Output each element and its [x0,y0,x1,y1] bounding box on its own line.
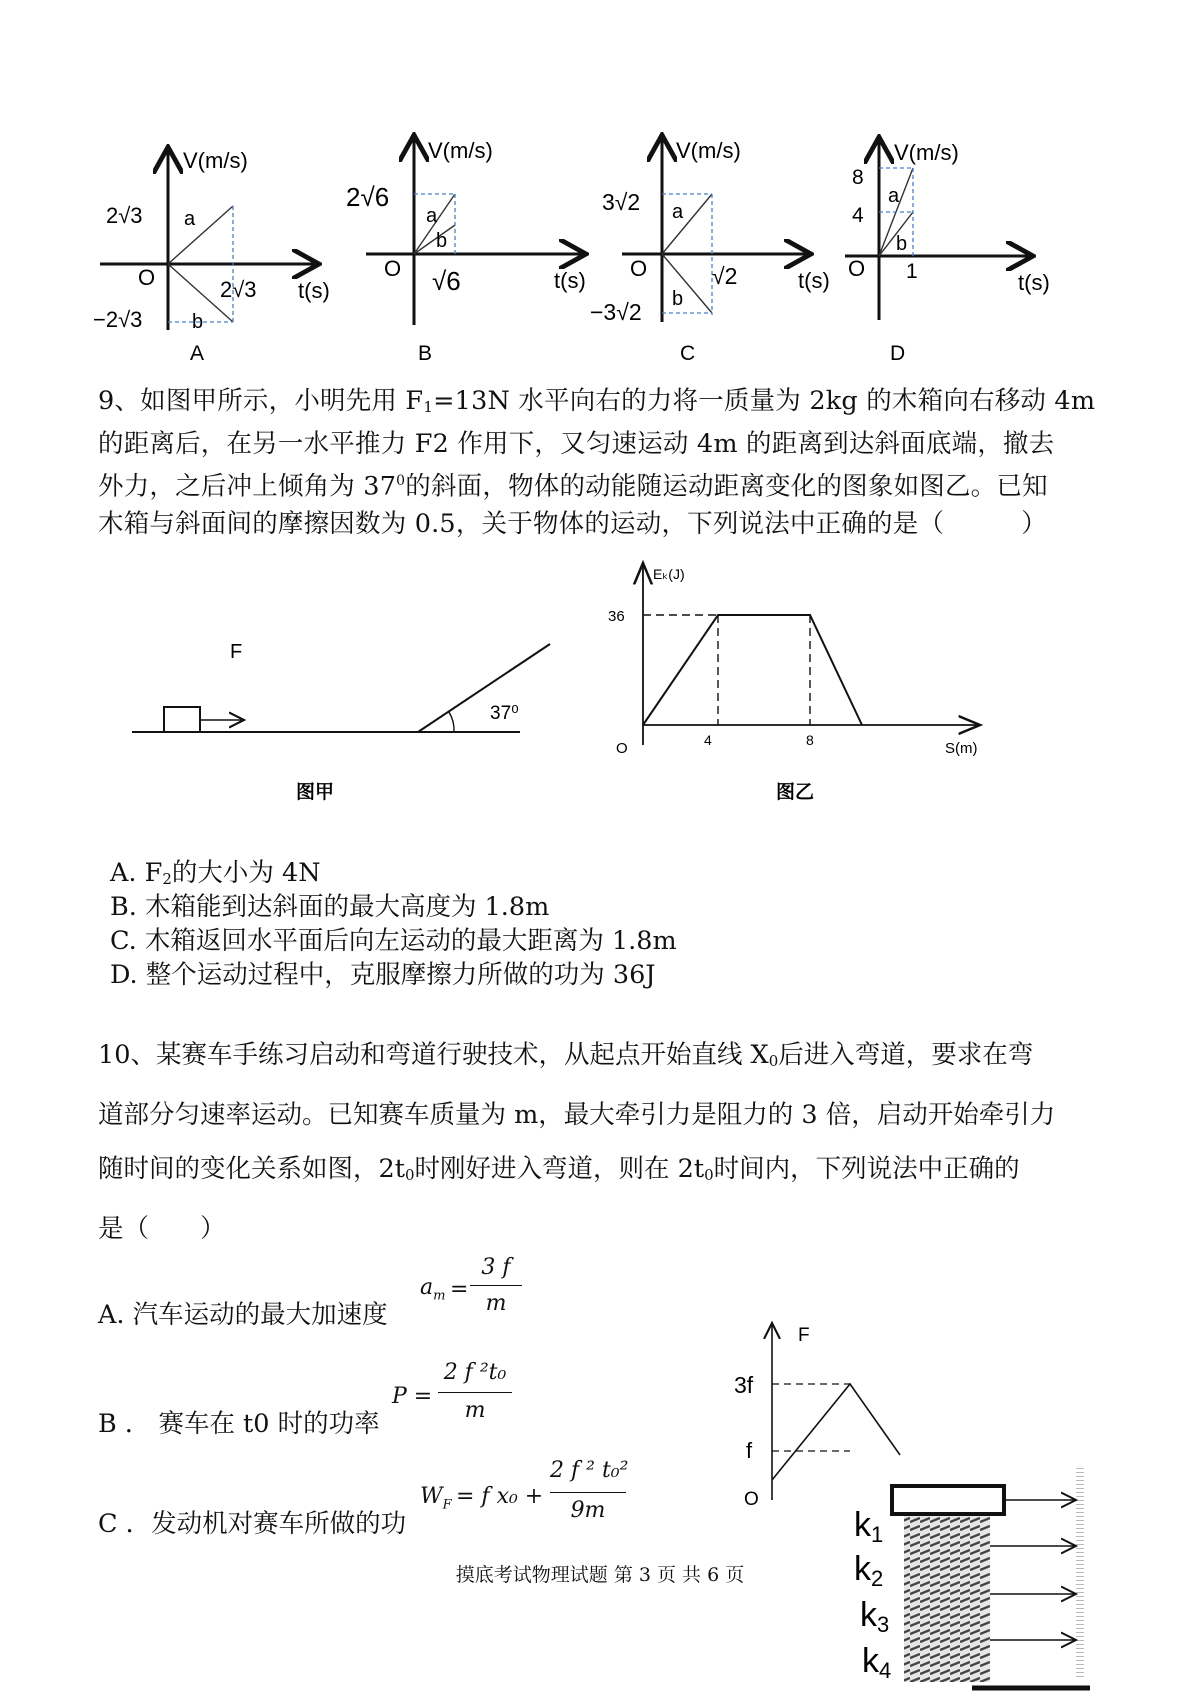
q10-line-2: 道部分匀速率运动。已知赛车质量为 m，最大牵引力是阻力的 3 倍，启动开始牵引力 [98,1100,1056,1130]
graph-b-caption: B [418,342,433,365]
q10-option-a[interactable]: A. 汽车运动的最大加速度 [98,1300,388,1330]
q10-line-3: 随时间的变化关系如图，$2t_0$时刚好进入弯道，则在 $2t_0$时间内，下列说法中正确的 [98,1154,1020,1184]
graph-c-tick-x: √2 [712,263,738,289]
angle-label: 37⁰ [490,703,519,724]
graph-a-label-b: b [192,311,204,333]
k2-label: k2 [854,1550,884,1591]
figure-yi-caption: 图乙 [776,781,815,803]
q10-line-1: 10、某赛车手练习启动和弯道行驶技术，从起点开始直线 $X_0$后进入弯道，要求在弯 [98,1040,1034,1070]
f-y-label: F [798,1325,810,1346]
graph-a-tick-y-neg: −2√3 [93,307,143,332]
graph-c-label-a: a [672,201,684,223]
figure-jia [120,620,560,810]
q9-stem [98,383,1118,543]
graph-b-x-label: t(s) [554,268,586,293]
f-origin: O [744,1489,759,1510]
graph-c-label-b: b [672,288,684,310]
ek-y-label: Eₖ(J) [653,566,685,582]
q9-line-3: 外力，之后冲上倾角为 $37^0$的斜面，物体的动能随运动距离变化的图象如图乙。已知 [98,471,1048,502]
graph-a-label-a: a [184,208,196,230]
q9-line-2: 的距离后，在另一水平推力 F2 作用下，又匀速运动 4m 的距离到达斜面底端，撤去 [98,429,1055,459]
graph-c-origin: O [630,256,648,281]
graph-c-y-label: V(m/s) [676,138,741,163]
graph-a [93,148,330,365]
graph-d-tick-y-4: 4 [852,204,864,227]
q10-line-4: 是（ ） [98,1214,226,1244]
force-label: F [230,641,243,663]
graph-a-line-a [168,206,233,264]
graph-d-label-b: b [896,233,908,255]
graph-d-tick-y-8: 8 [852,166,864,189]
graph-d-caption: D [890,342,906,365]
q9-line-4: 木箱与斜面间的摩擦因数为 0.5，关于物体的运动，下列说法中正确的是（ ） [98,508,1047,539]
graph-b-line-b [414,225,455,254]
spring-coil [904,1516,990,1682]
graph-d-label-a: a [888,185,900,207]
graph-b-label-b: b [436,230,448,252]
graph-a-caption: A [190,342,205,365]
graph-a-tick-y-pos: 2√3 [106,203,143,228]
k1-label: k1 [854,1506,884,1547]
top-block [892,1486,1004,1514]
k3-label: k3 [860,1596,890,1637]
graph-d-x-label: t(s) [1018,270,1050,295]
f-tick-f: f [746,1438,753,1463]
graph-b-label-a: a [426,205,438,227]
graph-c [590,138,830,365]
ek-tick-36: 36 [608,608,625,625]
q9-line-1: 9、如图甲所示，小明先用 $F_1=13N$ 水平向右的力将一质量为 2kg 的木箱向右移动 4m [98,386,1096,416]
graph-b [346,138,586,365]
ek-tick-8: 8 [806,732,814,748]
graph-c-caption: C [680,342,696,365]
graph-c-line-b [662,254,712,313]
graph-c-tick-y-pos: 3√2 [602,189,641,215]
graph-d-y-label: V(m/s) [894,140,959,165]
ek-x-label: S(m) [945,740,978,757]
q10-option-c[interactable]: C ．发动机对赛车所做的功 [98,1509,407,1539]
q9-option-d[interactable]: D. 整个运动过程中，克服摩擦力所做的功为 36J [110,960,656,990]
graph-a-x-label: t(s) [298,278,330,303]
q10-option-b[interactable]: B ． 赛车在 t0 时的功率 [98,1409,380,1439]
graph-b-tick-y-pos: 2√6 [346,182,390,212]
graph-d-tick-x: 1 [906,260,918,283]
graph-d-origin: O [848,256,866,281]
q9-option-a[interactable]: A. $F_2$的大小为 4N [110,858,321,888]
graph-a-y-label: V(m/s) [183,148,248,173]
wooden-box [164,707,200,732]
ek-origin: O [616,740,628,757]
graph-b-tick-x: √6 [432,266,461,296]
k4-label: k4 [862,1642,892,1683]
angle-arc [449,712,454,732]
q10-stem [98,1028,1118,1256]
graph-a-origin: O [138,265,156,290]
graph-a-tick-x: 2√3 [220,277,257,302]
page-footer: 摸底考试物理试题 第 3 页 共 6 页 [455,1564,745,1586]
incline-line [418,644,550,732]
q9-option-b[interactable]: B. 木箱能到达斜面的最大高度为 1.8m [110,892,550,922]
graph-b-y-label: V(m/s) [428,138,493,163]
f-tick-3f: 3f [734,1372,754,1398]
graph-d [845,140,1050,365]
q9-option-c[interactable]: C. 木箱返回水平面后向左运动的最大距离为 1.8m [110,926,677,956]
figure-yi [600,555,1000,815]
graph-c-x-label: t(s) [798,268,830,293]
ek-curve [643,615,862,725]
graph-c-tick-y-neg: −3√2 [590,299,642,325]
graph-b-origin: O [384,256,402,281]
ek-tick-4: 4 [704,732,712,748]
figure-jia-caption: 图甲 [296,781,335,803]
vt-graphs-row [0,110,1200,370]
graph-c-line-a [662,194,712,254]
